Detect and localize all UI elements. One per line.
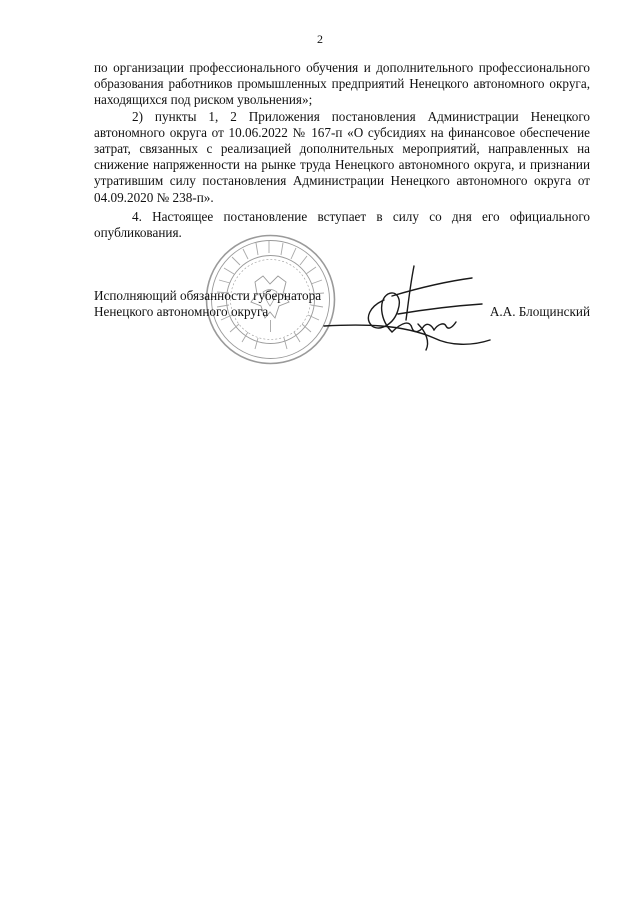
paragraph-item-2 xyxy=(94,109,590,206)
text-line: профессионального образования работников промышленных предприятий xyxy=(94,60,591,92)
signer-position-line: Ненецкого автономного округа xyxy=(94,304,269,320)
signature-block xyxy=(94,288,590,320)
text-line: по организации профессионального обучения и дополнительного xyxy=(94,60,474,75)
signer-name: А.А. Блощинский xyxy=(489,304,590,319)
text-line: Ненецкого автономного округа, находящихся под риском увольнения»; xyxy=(94,76,590,108)
text-line: 4. Настоящее постановление вступает в силу со дня его официального xyxy=(132,208,590,224)
text-line: автономного округа от 04.09.2020 № 238-п». xyxy=(94,173,590,205)
paragraph-item-4 xyxy=(94,209,590,241)
text-line: 2) пункты 1, 2 Приложения постановления Администрации Ненецкого xyxy=(132,108,590,124)
text-line: опубликования. xyxy=(94,225,182,241)
text-line: на снижение напряженности на рынке труда Ненецкого автономного округа, xyxy=(94,141,590,173)
signer-position-line: Исполняющий обязанности губернатора xyxy=(94,288,322,303)
page-number: 2 xyxy=(317,32,323,46)
paragraph-continuation xyxy=(94,60,590,109)
text-line: затрат, связанных с реализацией дополнительных мероприятий, направленных xyxy=(94,141,569,157)
text-line: автономного округа от 10.06.2022 № 167-п «О субсидиях на финансовое обеспечение xyxy=(94,124,590,140)
document-body xyxy=(94,60,590,241)
text-line: и признании утратившим силу постановления Администрации Ненецкого xyxy=(94,157,591,189)
